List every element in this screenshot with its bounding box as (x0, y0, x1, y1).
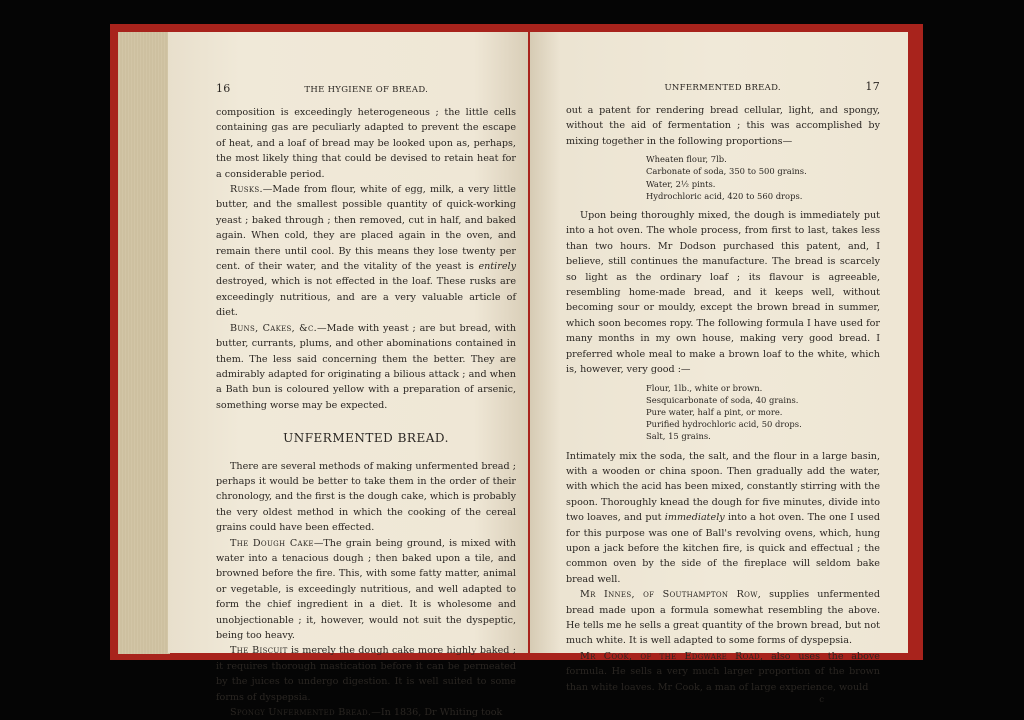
left-running-title: THE HYGIENE OF BREAD. (304, 85, 429, 95)
right-page-number: 17 (865, 80, 880, 93)
recipe-list (646, 382, 880, 443)
paragraph (566, 587, 880, 649)
right-running-head (566, 80, 880, 93)
emphasis: immediately (664, 512, 725, 524)
recipe-list (646, 153, 880, 202)
paragraph (216, 643, 516, 705)
paragraph-lead: Rusks. (230, 184, 263, 196)
recipe-line: Sesquicarbonate of soda, 40 grains. (646, 394, 799, 405)
paragraph (216, 705, 516, 720)
paragraph (566, 649, 880, 695)
paragraph-lead: Spongy Unfermented Bread. (230, 707, 372, 719)
paragraph-text: destroyed, which is not effected in the loaf. These rusks are exceedingly nutritious, and are a very valuable article of diet. (216, 276, 516, 319)
recipe-line: Water, 2½ pints. (646, 178, 716, 189)
paragraph (216, 182, 516, 321)
paragraph-lead: Buns, Cakes, &c. (230, 322, 317, 334)
paragraph (566, 449, 880, 588)
paragraph-text: Intimately mix the soda, the salt, and the flour in a large basin, with a wooden or china spoon. Then gradually add the water, with which the acid has been mixed, constantly stirring with the spoon. Thoroughly knead the dough for five minutes, divide into two loaves, and put (566, 450, 880, 524)
paragraph-text: also uses the above formula. He sells a very much larger proportion of the brown than white loaves. Mr Cook, a man of large experience, would (566, 650, 880, 693)
recipe-line: Flour, 1lb., white or brown. (646, 382, 763, 393)
paragraph-text: —Made from flour, white of egg, milk, a very little butter, and the smallest possible quantity of quick-working yeast ; baked through ; then removed, cut in half, and baked again. When cold, they are placed again in the oven, and remain there until cool. By this means they lose twenty per cent. of their water, and the vitality of the yeast is (216, 184, 516, 273)
left-text-body (216, 105, 516, 720)
right-page (530, 32, 908, 706)
page-edges (118, 32, 170, 654)
recipe-line: Pure water, half a pint, or more. (646, 406, 783, 417)
paragraph-text: —The grain being ground, is mixed with water into a tenacious dough ; then baked upon a tile, and browned before the fire. This, with some fatty matter, animal or vegetable, is exceedingly nutritious, and well adapted to form the chief ingredient in a diet. It is wholesome and unobjectionable ; it, however, would not suit the dyspeptic, being too heavy. (216, 537, 516, 641)
paragraph-text: supplies unfermented bread made upon a formula somewhat resembling the above. He tells me he sells a great quantity of the brown bread, but not much white. It is well adapted to some forms of dyspepsia. (566, 589, 880, 647)
recipe-line: Carbonate of soda, 350 to 500 grains. (646, 166, 807, 177)
left-running-head (216, 82, 516, 95)
recipe-line: Purified hydrochloric acid, 50 drops. (646, 419, 802, 430)
paragraph (216, 536, 516, 644)
paragraph-text: —In 1836, Dr Whiting took (371, 707, 503, 719)
recipe-line: Hydrochloric acid, 420 to 560 drops. (646, 190, 803, 201)
paragraph-text: into a hot oven. The one I used for this purpose was one of Ball's revolving ovens, which, hung upon a jack before the kitchen fire, is quick and effectual ; the common oven by the side of the fireplace will seldom bake bread well. (566, 512, 880, 585)
emphasis: entirely (478, 261, 516, 273)
paragraph-text: is merely the dough cake more highly baked ; it requires thorough mastication before it can be permeated by the juices to undergo digestion. It is well suited to some forms of dyspepsia. (216, 645, 516, 703)
paragraph: composition is exceedingly heterogeneous ; the little cells containing gas are peculiarly adapted to prevent the escape of heat, and a loaf of bread may be looked upon as, perhaps, the most likely thing that could be devised to retain heat for a considerable period. (216, 107, 516, 180)
right-running-title: UNFERMENTED BREAD. (664, 83, 781, 93)
paragraph: Upon being thoroughly mixed, the dough is immediately put into a hot oven. The whole process, from first to last, takes less than two hours. Mr Dodson purchased this patent, and, I believe, still continues the manufacture. The bread is scarcely so light as the ordinary loaf ; its flavour is agreeable, resembling home-made bread, and it keeps well, without becoming sour or mouldy, except the brown bread in summer, which soon becomes ropy. The following formula I have used for many months in my own house, making very good bread. I preferred whole meal to make a brown loaf to the white, which is, however, very good :— (566, 210, 880, 376)
left-page (168, 32, 528, 719)
paragraph: There are several methods of making unfermented bread ; perhaps it would be better to take them in the order of their chronology, and the first is the dough cake, which is probably the very oldest method in which the cooking of the cereal grains could have been effected. (216, 460, 516, 534)
paragraph: out a patent for rendering bread cellular, light, and spongy, without the aid of fermentation ; this was accomplished by mixing together in the following proportions— (566, 105, 880, 147)
paragraph-lead: Mr Cook, of the Edgware Road, (580, 650, 764, 662)
left-page-number: 16 (216, 82, 231, 95)
recipe-line: Salt, 15 grains. (646, 431, 711, 442)
paragraph-lead: The Dough Cake (230, 537, 314, 549)
recipe-line: Wheaten flour, 7lb. (646, 154, 727, 165)
section-heading: UNFERMENTED BREAD. (283, 431, 449, 446)
paragraph-text: —Made with yeast ; are but bread, with butter, currants, plums, and other abominations contained in them. The less said concerning them the better. They are admirably adapted for originating a bilious attack ; and when a Bath bun is coloured yellow with a preparation of arsenic, something worse may be expected. (216, 322, 516, 411)
signature-mark: c (819, 695, 824, 706)
right-text-body (566, 103, 880, 708)
paragraph-lead: Mr Innes, of Southampton Row, (580, 589, 762, 601)
paragraph-lead: The Biscuit (230, 645, 288, 657)
paragraph (216, 321, 516, 413)
